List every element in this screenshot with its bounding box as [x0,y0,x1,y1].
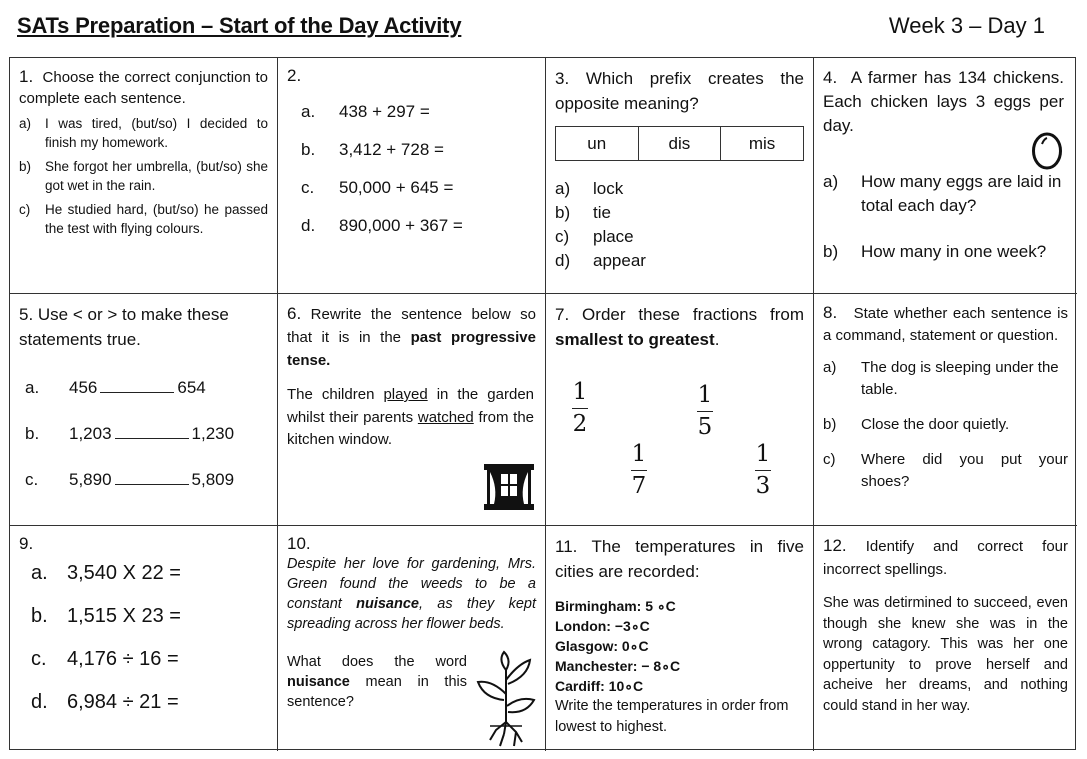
fraction: 1 7 [631,441,647,499]
plant-icon [474,650,538,748]
city-temperature: Birmingham: 5 ∘C [555,598,676,614]
question-1 [10,58,278,294]
q8-item: a) The dog is sleeping under the table. [823,359,1059,398]
q9-item: b. 1,515 X 23 = [31,605,181,627]
q6-prompt: 6. Rewrite the sentence below so that it is in the past progressive tense. [287,304,537,369]
fraction: 1 5 [697,382,713,440]
q8-prompt: 8. State whether each sentence is a command, statement or question. [823,303,1069,344]
fraction: 1 3 [755,441,771,499]
q1-item: b) She forgot her umbrella, (but/so) she got wet in the rain. [19,159,268,193]
page-title: SATs Preparation – Start of the Day Activity [17,13,462,38]
q3-prompt: 3. Which prefix creates the opposite meaning? [555,69,804,113]
answer-blank [115,438,189,439]
prefix-table [555,126,804,161]
q2-number: 2. [287,66,302,85]
egg-icon [1030,130,1064,170]
city-temperature: Manchester: − 8∘C [555,658,681,674]
question-6 [278,294,546,526]
question-7 [546,294,814,526]
question-4 [814,58,1077,294]
q5-prompt: 5. Use < or > to make these statements true. [19,305,229,349]
question-5 [10,294,278,526]
answer-blank [115,484,189,485]
q2-item: c. 50,000 + 645 = [301,178,454,197]
question-9 [10,526,278,751]
q1-prompt: 1. Choose the correct conjunction to complete each sentence. [19,67,268,107]
q2-item: a. 438 + 297 = [301,102,430,121]
week-day-label: Week 3 – Day 1 [888,13,1045,38]
q5-item: c. 5,890 5,809 [25,470,235,489]
city-temperature: Cardiff: 10∘C [555,678,644,694]
window-icon [484,464,534,510]
question-2 [278,58,546,294]
q10-question: What does the word nuisance mean in this sentence? [287,654,467,710]
fraction: 1 2 [572,379,588,437]
q10-number: 10. [287,534,311,553]
q1-item: c) He studied hard, (but/so) he passed the test with flying colours. [19,202,268,236]
q9-item: a. 3,540 X 22 = [31,562,181,584]
q9-number: 9. [19,534,34,553]
q2-item: d. 890,000 + 367 = [301,216,463,235]
q12-prompt: 12. Identify and correct four incorrect spellings. [823,536,1068,578]
q7-prompt: 7. Order these fractions from smallest to greatest. [555,305,804,349]
prefix-cell: dis [638,127,721,161]
q4-item: b) How many in one week? [823,242,1047,261]
q10-passage: Despite her love for gardening, Mrs. Green found the weeds to be a constant nuisance, as they kept spreading across her flower beds. [287,556,537,632]
prefix-cell: mis [721,127,804,161]
q1-item: a) I was tired, (but/so) I decided to finish my homework. [19,116,268,150]
city-temperature: Glasgow: 0∘C [555,638,649,654]
question-11 [546,526,814,751]
q2-item: b. 3,412 + 728 = [301,140,444,159]
q8-item: b) Close the door quietly. [823,416,1010,433]
q6-sentence: The children played in the garden whilst their parents watched from the kitchen window. [287,386,535,448]
q11-instruction: Write the temperatures in order from lowest to highest. [555,698,789,735]
city-temperature: London: −3∘C [555,618,650,634]
q5-item: a. 456 654 [25,378,206,397]
q8-item: c) Where did you put your shoes? [823,451,1068,490]
q3-word: a) lock [555,179,624,198]
question-10 [278,526,546,751]
q5-item: b. 1,203 1,230 [25,424,235,443]
q11-prompt: 11. The temperatures in five cities are recorded: [555,537,804,581]
q12-passage: She was detirmined to succeed, even though she knew she was in the wrong catagory. This was her one oppertunity to prove herself and acheive her dreams, and nothing could stand in her way. [823,595,1068,714]
q9-item: d. 6,984 ÷ 21 = [31,691,179,713]
answer-blank [100,392,174,393]
q9-item: c. 4,176 ÷ 16 = [31,648,179,670]
question-3 [546,58,814,294]
question-12 [814,526,1077,751]
question-8 [814,294,1077,526]
q4-prompt: 4. A farmer has 134 chickens. Each chicken lays 3 eggs per day. [823,68,1065,135]
q3-word: c) place [555,227,634,246]
q4-item: a) How many eggs are laid in total each day? [823,172,1062,215]
prefix-cell: un [556,127,639,161]
q3-word: b) tie [555,203,611,222]
q3-word: d) appear [555,251,646,270]
activity-grid [9,57,1076,750]
